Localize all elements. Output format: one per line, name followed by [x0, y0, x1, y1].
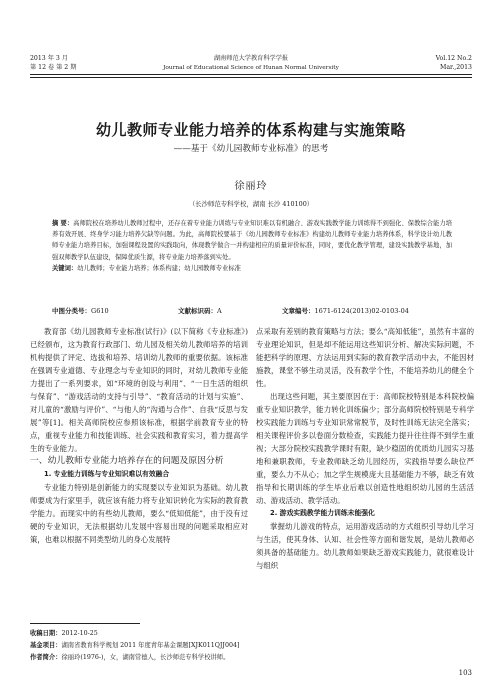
- author-bio-label: 作者简介：: [30, 654, 62, 661]
- intro-paragraph: 教育部《幼儿园教师专业标准(试行)》(以下简称《专业标准》)已经颁布，这为教育行政部门、幼儿园及相关幼儿教师培养的培训机构提供了评定、选拔和培养、培训幼儿教师的重要依据。该标准在强调专业道德、专业理念与专业知识的同时，对幼儿教师专业能力提出了一系列要求，如“环境的创设与利用”、“一日生活的组织与保育”、“游戏活动的支持与引导”、“教育活动的计划与实施”、对儿童的“激励与评价”、“与他人的“沟通与合作”、自我“反思与发展”等[1]。相关高师院校应参照该标准，根据学前教育专业的特点，重视专业能力和技能训练、社会实践和教育实习，着力提高学生的专业能力。: [30, 327, 248, 453]
- paper-subtitle: ——基于《幼儿园教师专业标准》的思考: [173, 144, 329, 154]
- journal-name-en: Journal of Educational Science of Hunan Normal University: [163, 65, 339, 71]
- body-paragraph: 专业能力特别是创新能力的实现要以专业知识为基础。幼儿教师要成为行家里手，就应该有能力将专业知识转化为实际的教育教学能力。而现实中的有些幼儿教师，要么“低知低能”，由于没有过硬的专业知识，无法根据幼儿发展中容易出现的问题采取相应对策，也难以根据不同类型幼儿的身心发展特: [30, 483, 248, 544]
- footnote-rule: [30, 623, 140, 624]
- article-no-value: 1671-6124(2013)02-0103-04: [314, 307, 409, 315]
- paper-title: 幼儿教师专业能力培养的体系构建与实施策略: [95, 121, 406, 139]
- author-affiliation: （长沙师范专科学校，湖南 长沙 410100）: [188, 200, 314, 208]
- received-date: [30, 628, 98, 637]
- left-column: [30, 325, 248, 546]
- right-column: [256, 325, 474, 572]
- body-paragraph: 出现这些问题，其主要原因在于：高师院校特别是本科院校偏重专业知识教学，能力转化训练偏少；部分高师院校特别是专科学校实践能力训练与专业知识常常脱节，及时性训练无法完全落实；相关课程评价多以卷面分数检查，实践能力提升往往得不到学生重视；大部分院校实践教学课时有限，缺少稳固的优质幼儿园实习基地和兼职教师，专业教师缺乏幼儿园经历，实践指导要么缺位严重，要么力不从心；加之学生规模庞大且基础能力不够，缺乏有效指导和长期训练的学生毕业后难以创造性地组织幼儿园的生活活动、游戏活动、教学活动。: [256, 392, 474, 505]
- fund-value: 湖南省教育科学规划 2011 年度青年基金课题[XJK011QJJ004]: [61, 642, 240, 649]
- author-bio-value: 徐丽玲(1976-)，女，湖南常德人，长沙师范专科学校讲师。: [61, 654, 230, 661]
- header-rule-top: [30, 74, 472, 75]
- document-code: [178, 306, 222, 315]
- body-paragraph: 掌握幼儿游戏的特点，运用游戏活动的方式组织引导幼儿学习与生活，使其身体、认知、社会性等方面和谐发展，是幼儿教师必须具备的基础能力。幼儿教师如果缺乏游戏实践能力，就很难设计与组织: [256, 522, 474, 570]
- article-no-label: 文章编号：: [282, 307, 315, 315]
- subsection-heading-1: 1. 专业能力训练与专业知识难以有效融合: [44, 470, 170, 478]
- subsection-heading-2: 2. 游戏实践教学能力训练未能强化: [270, 509, 375, 517]
- author-name: 徐丽玲: [234, 181, 268, 192]
- header-rule-bottom: [30, 77, 472, 78]
- clc-number: [52, 306, 109, 315]
- body-paragraph-continued: 点采取有差别的教育策略与方法；要么“高知低能”，虽然有丰富的专业理论知识，但是却不能运用这些知识分析、解决实际问题，不能把科学的原理、方法运用到实际的教育教学活动中去，不能因材施教，课堂不够生动灵活，没有教学个性，不能培养幼儿的健全个性。: [256, 327, 474, 388]
- issue-date: 2013 年 3 月: [30, 55, 68, 62]
- author-bio: [30, 652, 229, 661]
- keywords-label: 关键词：: [52, 264, 78, 272]
- clc-value: G610: [91, 307, 109, 315]
- fund-label: 基金项目：: [30, 642, 62, 649]
- clc-label: 中图分类号：: [52, 307, 91, 315]
- abstract-label: 摘 要：: [52, 220, 74, 227]
- article-number: [282, 306, 409, 315]
- journal-name-cn: 湖南师范大学教育科学学报: [213, 55, 289, 62]
- abstract: [52, 218, 452, 263]
- abstract-text: 高师院校在培养幼儿教师过程中，还存在着专业能力训练与专业知识难以有机融合、游戏实践教学能力训练得不到强化、保教综合能力培养有效开展、终身学习能力培养欠缺等问题。为此，高师院校要基于《幼儿园教师专业标准》构建幼儿教师专业能力培养体系，科学设计幼儿教师专业能力培养目标，加强课程设置的实践取向，体现教学做合一并构建相应的质量评价标准，同时，要优化教学管理，建设实践教学基地，加强双师教学队伍建设，保障优质生源，将专业能力培养落到实处。: [52, 220, 452, 261]
- fund-project: [30, 640, 239, 649]
- keywords-text: 幼儿教师；专业能力培养；体系构建；幼儿园教师专业标准: [77, 264, 241, 272]
- volume-issue: 第 12 卷 第 2 期: [30, 64, 77, 71]
- vol-no: Vol.12 No.2: [435, 55, 472, 62]
- received-value: 2012-10-25: [61, 630, 98, 637]
- page-number: 103: [458, 669, 472, 677]
- section-heading-1: 一、幼儿教师专业能力培养存在的问题及原因分析: [30, 456, 224, 466]
- doc-code-label: 文献标识码：: [178, 307, 217, 315]
- month-year: Mar.,2013: [440, 64, 472, 71]
- keywords: [52, 263, 452, 274]
- doc-code-value: A: [217, 307, 222, 315]
- received-label: 收稿日期：: [30, 630, 62, 637]
- abstract-block: [52, 218, 452, 274]
